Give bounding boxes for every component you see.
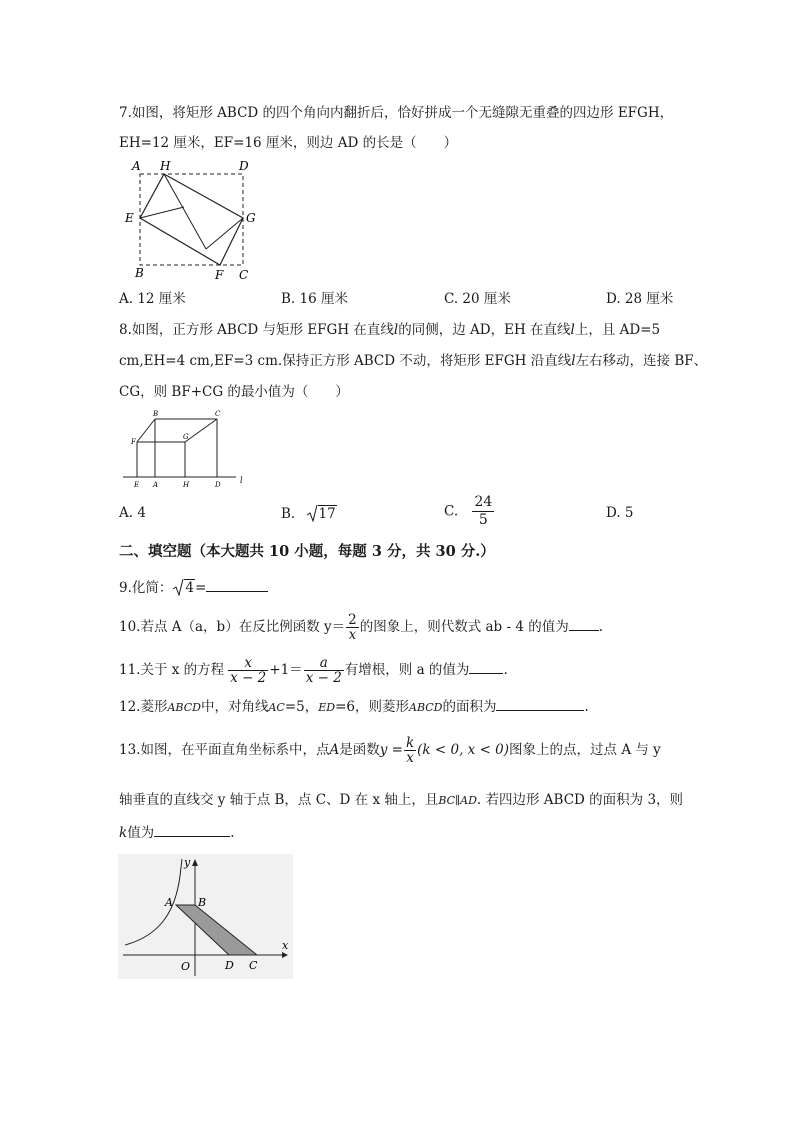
q8-line1: 8.如图，正方形 ABCD 与矩形 EFGH 在直线l的同侧，边 AD，EH 在直线l上，且 AD=5 (119, 322, 661, 338)
q7-quad-efgh (140, 174, 243, 265)
q8-option-c: C. $\frac{24}{5}$ (444, 494, 493, 528)
q13-label-o: O (181, 960, 191, 973)
q8-segment-bf (137, 419, 155, 442)
q8-label-e: E (134, 481, 140, 489)
q7-label-c: C (239, 268, 249, 282)
q7-option-b: B. 16 厘米 (281, 291, 348, 307)
q8-label-b: B (153, 410, 159, 418)
q8-label-h: H (183, 481, 190, 489)
q13-line3: k值为 . (119, 822, 234, 842)
q13-label-b: B (198, 896, 207, 909)
q7-label-e: E (125, 211, 134, 225)
q11: 11.关于 x 的方程 $\frac{x}{x - 2}$ +1＝ $\frac{a}{x - 2}$ 有增根，则 a 的值为 . (119, 655, 508, 686)
q7-option-d: D. 28 厘米 (606, 291, 674, 307)
q8-label-l: l (240, 476, 243, 485)
q7-label-b: B (135, 266, 144, 280)
q10-blank[interactable] (569, 616, 599, 631)
q7-option-c: C. 20 厘米 (444, 291, 511, 307)
q13-line1: 13.如图，在平面直角坐标系中，点A是函数y = $\frac{k}{x}$ (k < 0, x < 0)图象上的点，过点 A 与 y (119, 735, 661, 766)
q13-label-x: x (282, 939, 289, 952)
q7-option-a: A. 12 厘米 (119, 291, 186, 307)
q13-label-c: C (249, 959, 258, 972)
q13-label-y: y (184, 856, 191, 869)
q12: 12.菱形ABCD中，对角线AC=5，ED=6，则菱形ABCD的面积为 . (119, 696, 589, 717)
q8-label-c: C (215, 410, 221, 418)
q7-fold-line-3 (206, 218, 243, 249)
q8-line3: CG，则 BF+CG 的最小值为（ ） (119, 384, 349, 400)
q7-fold-line-2 (140, 207, 184, 218)
q8-label-f: F (131, 438, 136, 446)
sqrt-icon (306, 504, 318, 522)
q7-label-g: G (246, 211, 256, 225)
q8-figure (118, 406, 253, 491)
q7-line1: 7.如图，将矩形 ABCD 的四个角向内翻折后，恰好拼成一个无缝隙无重叠的四边形 EFGH， (119, 105, 674, 121)
q13-line2: 轴垂直的直线交 y 轴于点 B，点 C、D 在 x 轴上，且BC∥AD. 若四边形 ABCD 的面积为 3，则 (119, 792, 684, 808)
q13-label-a: A (165, 896, 173, 909)
q9: 9.化简： 4= (119, 577, 268, 597)
q8-label-d: D (215, 481, 221, 489)
q8-label-a: A (153, 481, 159, 489)
q7-label-a: A (132, 159, 141, 173)
q13-blank[interactable] (154, 822, 230, 837)
q7-label-h: H (160, 159, 171, 173)
q7-label-f: F (215, 268, 224, 282)
q8-option-a: A. 4 (119, 505, 146, 521)
q8-segment-cg (185, 419, 217, 442)
q7-rect-abcd (140, 174, 243, 265)
q8-label-g: G (183, 433, 189, 441)
q11-blank[interactable] (469, 659, 503, 674)
sqrt-icon (172, 578, 184, 596)
section-title: 二、填空题（本大题共 10 小题，每题 3 分，共 30 分.） (119, 543, 495, 560)
q10: 10.若点 A（a，b）在反比例函数 y＝ $\frac{2}{x}$ 的图象上，则代数式 ab - 4 的值为 . (119, 612, 604, 643)
q8-option-b: B. 17 (281, 506, 336, 522)
q8-line2: cm,EH=4 cm,EF=3 cm.保持正方形 ABCD 不动，将矩形 EFGH 沿直线l左右移动，连接 BF、 (119, 353, 708, 369)
q7-line2: EH=12 厘米，EF=16 厘米，则边 AD 的长是（ ） (119, 135, 458, 151)
q13-figure (118, 854, 293, 979)
q13-label-d: D (225, 959, 234, 972)
q8-option-d: D. 5 (606, 505, 634, 521)
q9-blank[interactable] (206, 577, 268, 592)
q12-blank[interactable] (496, 696, 584, 711)
q7-figure (118, 155, 268, 285)
q7-label-d: D (239, 159, 249, 173)
